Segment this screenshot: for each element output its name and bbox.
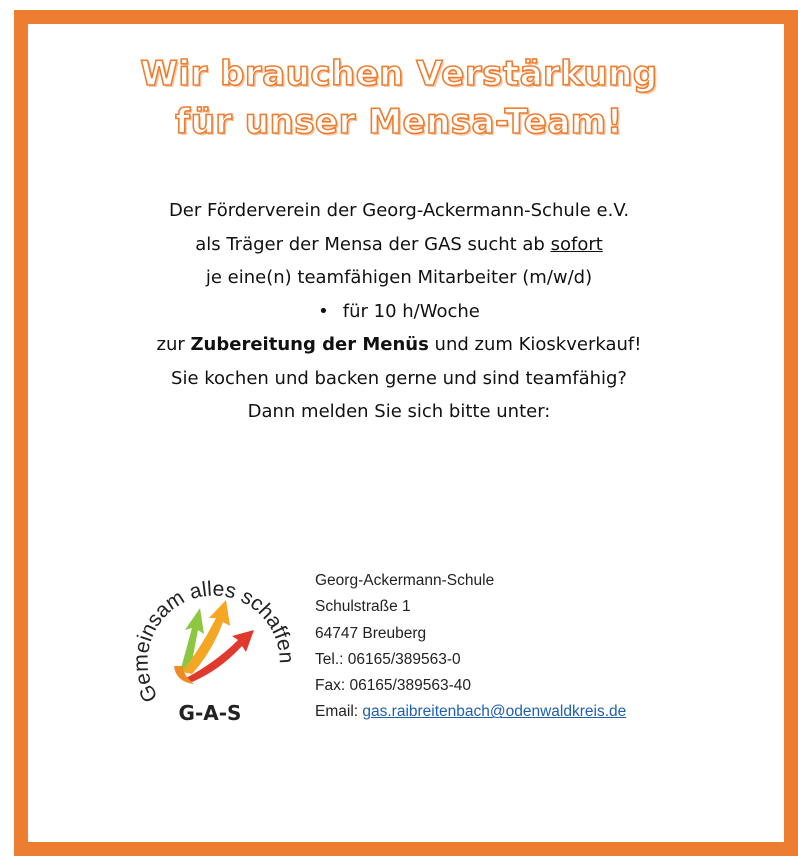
body-line-5-prefix: zur — [156, 334, 191, 355]
headline-line-1: Wir brauchen Verstärkung — [140, 54, 658, 94]
contact-fax: Fax: 06165/389563-40 — [315, 677, 471, 695]
announcement-text — [0, 194, 798, 429]
gas-logo — [120, 560, 300, 735]
body-line-5-suffix: und zum Kioskverkauf! — [428, 334, 642, 355]
body-line-6: Sie kochen und backen gerne und sind teamfähig? — [171, 367, 627, 389]
contact-email-row — [315, 699, 626, 725]
body-line-7: Dann melden Sie sich bitte unter: — [247, 401, 551, 422]
body-line-3: je eine(n) teamfähigen Mitarbeiter (m/w/d) — [205, 267, 593, 288]
email-link[interactable]: gas.raibreitenbach@odenwaldkreis.de — [362, 703, 627, 721]
headline-line-2: für unser Mensa-Team! — [175, 102, 623, 142]
headline — [0, 50, 798, 146]
body-line-2-prefix: als Träger der Mensa der GAS sucht ab — [195, 233, 551, 255]
body-line-1: Der Förderverein der Georg-Ackermann-Schule e.V. — [168, 200, 630, 221]
bullet-item — [0, 295, 798, 329]
bullet-text: für 10 h/Woche — [342, 300, 480, 322]
contact-email-label: Email: — [315, 703, 363, 721]
logo-arc-text: Gemeinsam alles schaffen — [129, 577, 298, 706]
body-line-5-bold: Zubereitung der Menüs — [190, 334, 429, 355]
start-date-underlined: sofort — [550, 233, 603, 255]
body-line-2 — [0, 228, 798, 262]
contact-block — [315, 568, 626, 726]
bullet-icon: • — [318, 300, 329, 322]
contact-city: 64747 Breuberg — [315, 624, 427, 642]
contact-street: Schulstraße 1 — [315, 598, 411, 616]
body-line-5 — [0, 328, 798, 362]
contact-school: Georg-Ackermann-Schule — [315, 572, 495, 589]
logo-initials: G-A-S — [178, 701, 242, 725]
contact-phone: Tel.: 06165/389563-0 — [315, 650, 461, 668]
